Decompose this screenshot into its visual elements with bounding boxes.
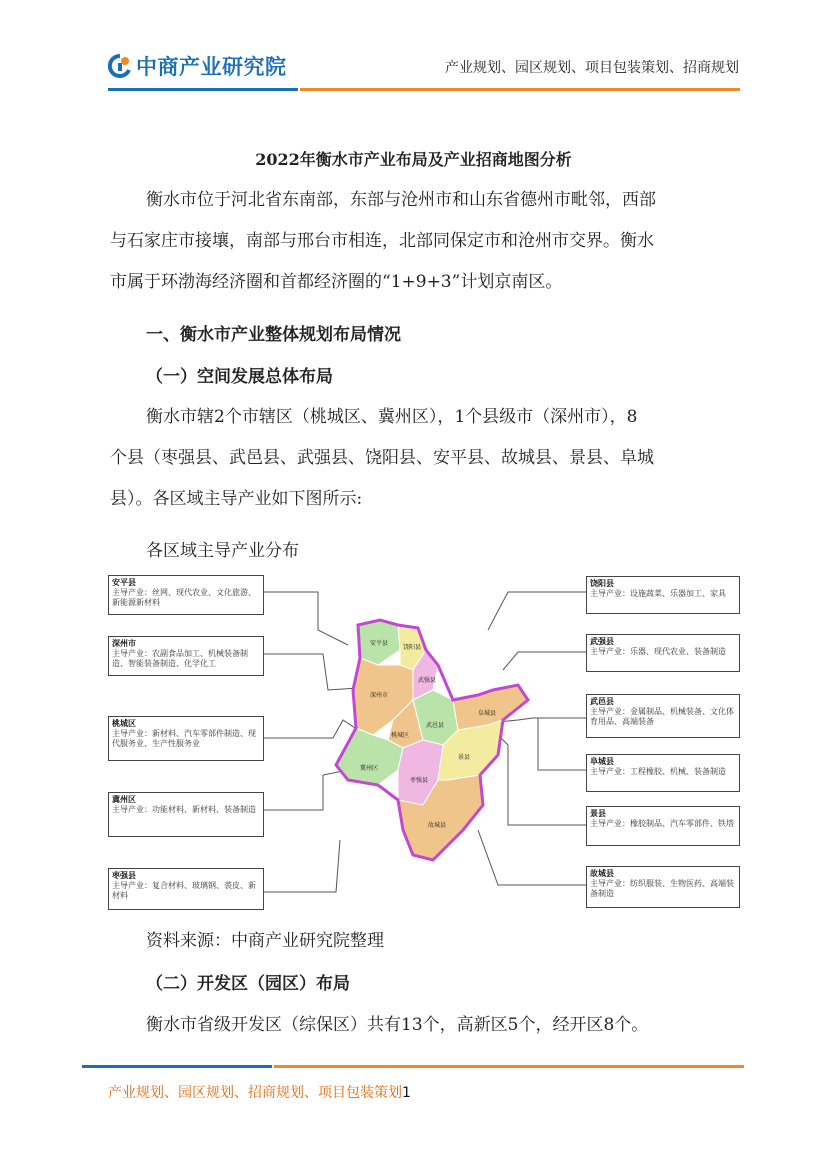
box-jingxian: 景县 主导产业：橡胶制品、汽车零部件、铁塔	[586, 806, 740, 846]
source-note: 资料来源：中商产业研究院整理	[146, 931, 384, 951]
box-shenzhou: 深州市 主导产业：农副食品加工、机械装备制造、智能装备制造、化学化工	[108, 636, 264, 676]
connector-zaoqiang	[264, 840, 340, 892]
logo-text: 中商产业研究院	[136, 55, 287, 79]
header-divider-orange	[300, 88, 740, 91]
logo-icon	[108, 54, 132, 78]
intro-line-2: 与石家庄市接壤，南部与邢台市相连，北部同保定市和沧州市交界。衡水	[110, 231, 654, 251]
section-heading-1: 一、衡水市产业整体规划布局情况	[146, 325, 401, 345]
document-title: 2022年衡水市产业布局及产业招商地图分析	[255, 150, 572, 169]
zones-line-1: 衡水市省级开发区（综保区）共有13个，高新区5个，经开区8个。	[146, 1015, 649, 1035]
layout-line-1: 衡水市辖2个市辖区（桃城区、冀州区），1个县级市（深州市），8	[146, 407, 638, 427]
box-gucheng: 故城县 主导产业：纺织服装、生物医药、高端装备制造	[586, 866, 740, 908]
layout-line-3: 县）。各区域主导产业如下图所示:	[110, 489, 363, 509]
footer-divider-blue	[82, 1065, 272, 1068]
connector-gucheng	[478, 830, 586, 885]
box-raoyang: 饶阳县 主导产业：设施蔬菜、乐器加工、家具	[586, 576, 740, 614]
map-label-raoyang: 饶阳县	[403, 644, 422, 651]
footer-divider-orange	[274, 1065, 744, 1068]
connector-wuqiang	[503, 652, 586, 670]
subsection-heading-1: （一）空间发展总体布局	[146, 367, 333, 387]
map-label-jizhou: 冀州区	[360, 765, 379, 772]
box-fucheng: 阜城县 主导产业：工程橡胶、机械、装备制造	[586, 754, 740, 792]
map-label-gucheng: 故城县	[428, 822, 447, 829]
subsection-heading-2: （二）开发区（园区）布局	[146, 974, 350, 994]
connector-fucheng	[538, 718, 586, 770]
intro-line-1: 衡水市位于河北省东南部，东部与沧州市和山东省德州市毗邻，西部	[146, 190, 656, 210]
box-zaoqiang: 枣强县 主导产业：复合材料、玻璃钢、裘皮、新材料	[108, 868, 264, 910]
zones-paragraph	[110, 1005, 740, 1046]
header-divider-blue	[108, 88, 298, 91]
intro-line-3: 市属于环渤海经济圈和首都经济圈的“1+9+3”计划京南区。	[110, 272, 563, 292]
page-number: 1	[402, 1085, 411, 1101]
box-jizhou: 冀州区 主导产业：功能材料、新材料、装备制造	[108, 792, 264, 837]
map-label-shenzhou: 深州市	[370, 692, 389, 699]
figure-caption: 各区域主导产业分布	[146, 541, 299, 561]
box-wuqiang: 武强县 主导产业：乐器、现代农业、装备制造	[586, 634, 740, 672]
map-label-wuyi: 武邑县	[426, 722, 445, 729]
map-label-anping: 安平县	[370, 640, 389, 647]
connector-shenzhou	[264, 654, 358, 690]
map-label-wuqiang: 武强县	[418, 677, 437, 684]
map-label-fucheng: 阜城县	[478, 710, 497, 717]
map-label-zaoqiang: 枣强县	[410, 777, 429, 784]
industry-map-figure	[108, 570, 740, 915]
box-anping: 安平县 主导产业：丝网、现代农业、文化旅游、新能源新材料	[108, 575, 264, 615]
connector-raoyang	[488, 592, 586, 630]
map-label-jingxian: 景县	[458, 754, 471, 761]
connector-jizhou	[264, 770, 348, 810]
map-label-taocheng: 桃城区	[391, 732, 410, 739]
footer-text: 产业规划、园区规划、招商规划、项目包装策划	[108, 1085, 402, 1101]
box-wuyi: 武邑县 主导产业：金属制品、机械装备、文化体育用品、高端装备	[586, 694, 740, 738]
footer	[108, 1082, 411, 1102]
layout-paragraph	[110, 397, 740, 520]
connector-jingxian	[493, 730, 586, 825]
layout-line-2: 个县（枣强县、武邑县、武强县、饶阳县、安平县、故城县、景县、阜城	[110, 448, 654, 468]
company-logo	[108, 50, 287, 82]
connector-anping	[264, 592, 348, 645]
header-tagline: 产业规划、园区规划、项目包装策划、招商规划	[445, 60, 739, 76]
box-taocheng: 桃城区 主导产业：新材料、汽车零部件制造、现代服务业、生产性服务业	[108, 716, 264, 761]
intro-paragraph	[110, 180, 740, 303]
